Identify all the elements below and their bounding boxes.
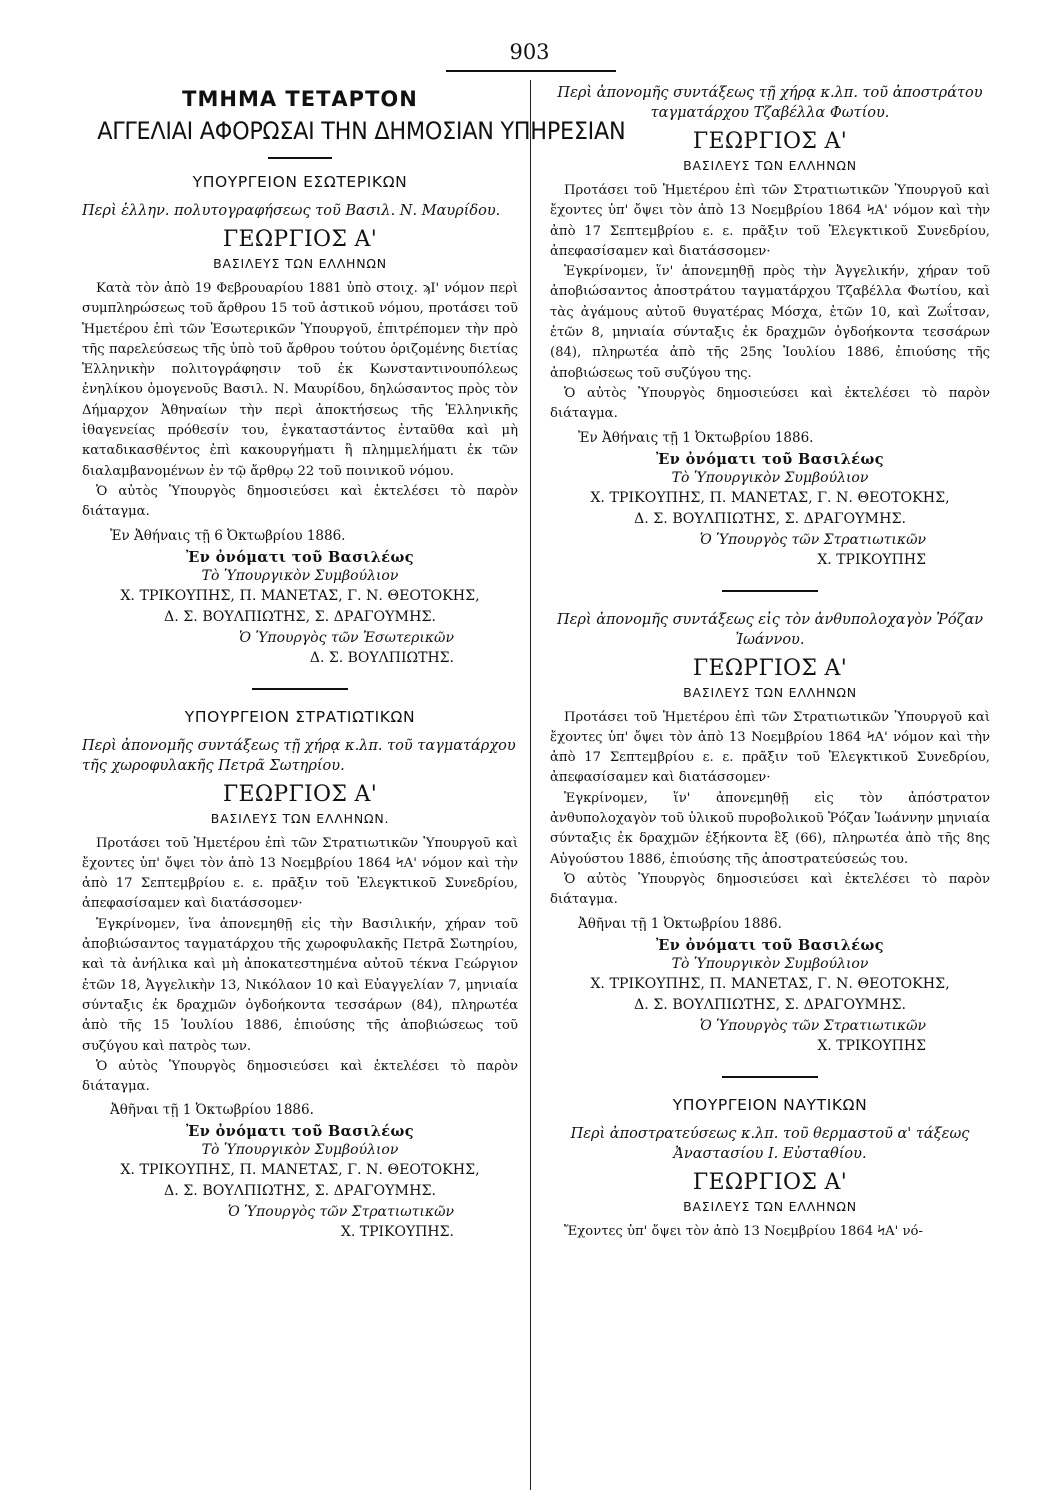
king-name: ΓΕΩΡΓΙΟΣ Α' bbox=[692, 655, 848, 681]
in-name-of-king: Ἐν ὀνόματι τοῦ Βασιλέως bbox=[186, 1123, 414, 1141]
minister-name: Δ. Σ. ΒΟΥΛΠΙΩΤΗΣ. bbox=[309, 649, 454, 666]
separator-rule bbox=[252, 688, 348, 690]
decree-topic: Περὶ ἀποστρατεύσεως κ.λπ. τοῦ θερμαστοῦ α' τάξεως Ἀναστασίου Ι. Εὐσταθίου. bbox=[570, 1125, 970, 1162]
signatories-line-1: Χ. ΤΡΙΚΟΥΠΗΣ, Π. ΜΑΝΕΤΑΣ, Γ. Ν. ΘΕΟΤΟΚΗΣ, bbox=[590, 975, 950, 992]
signatories-line-2: Δ. Σ. ΒΟΥΛΠΙΩΤΗΣ, Σ. ΔΡΑΓΟΥΜΗΣ. bbox=[634, 510, 906, 527]
right-column bbox=[550, 83, 990, 1242]
decree-date: Ἐν Ἀθήναις τῇ 1 Ὀκτωβρίου 1886. bbox=[578, 429, 814, 446]
decree-topic: Περὶ ἀπονομῆς συντάξεως τῇ χήρᾳ κ.λπ. τοῦ ἀποστράτου ταγματάρχου Τζαβέλλα Φωτίου. bbox=[557, 85, 983, 121]
decree-paragraph: Ὁ αὐτὸς Ὑπουργὸς δημοσιεύσει καὶ ἐκτελέσει τὸ παρὸν διάταγμα. bbox=[82, 483, 518, 520]
minister-title: Ὁ Ὑπουργὸς τῶν Στρατιωτικῶν bbox=[227, 1204, 454, 1221]
signatories-line-1: Χ. ΤΡΙΚΟΥΠΗΣ, Π. ΜΑΝΕΤΑΣ, Γ. Ν. ΘΕΟΤΟΚΗΣ, bbox=[590, 489, 950, 506]
ministry-heading: ΥΠΟΥΡΓΕΙΟΝ ΝΑΥΤΙΚΩΝ bbox=[672, 1095, 868, 1114]
king-name: ΓΕΩΡΓΙΟΣ Α' bbox=[222, 781, 378, 807]
signatories-line-1: Χ. ΤΡΙΚΟΥΠΗΣ, Π. ΜΑΝΕΤΑΣ, Γ. Ν. ΘΕΟΤΟΚΗΣ, bbox=[120, 1162, 480, 1179]
minister-title: Ὁ Ὑπουργὸς τῶν Στρατιωτικῶν bbox=[699, 1017, 926, 1034]
ministry-heading: ΥΠΟΥΡΓΕΙΟΝ ΕΣΩΤΕΡΙΚΩΝ bbox=[192, 173, 408, 191]
decree-date: Ἀθῆναι τῇ 1 Ὀκτωβρίου 1886. bbox=[110, 1102, 314, 1119]
king-name: ΓΕΩΡΓΙΟΣ Α' bbox=[222, 227, 378, 252]
separator-rule bbox=[722, 1076, 818, 1078]
king-title: ΒΑΣΙΛΕΥΣ ΤΩΝ ΕΛΛΗΝΩΝ bbox=[683, 158, 857, 173]
signatories-line-1: Χ. ΤΡΙΚΟΥΠΗΣ, Π. ΜΑΝΕΤΑΣ, Γ. Ν. ΘΕΟΤΟΚΗΣ, bbox=[120, 587, 480, 604]
minister-signature bbox=[82, 1202, 518, 1242]
decree-body bbox=[550, 708, 990, 911]
decree-paragraph: Ἐγκρίνομεν, ἵνα ἀπονεμηθῇ εἰς τὴν Βασιλικήν, χήραν τοῦ ἀποβιώσαντος ταγματάρχου τῆς χωροφυλακῆς Πετρᾶ Σωτηρίου, καὶ τὰ ἀνήλικα καὶ μὴ ἀποκατεστημένα αὐτοῦ τέκνα Γεώργιον ἐτῶν 18, Ἀγγελικὴν 13, Νικόλαον 10 καὶ Εὐαγγελίαν 7, μηνιαία σύνταξις ἐκ δραχμῶν ὀγδοήκοντα τεσσάρων (84), πληρωτέα ἀπὸ τῆς 15 Ἰουλίου 1886, ἐπιούσης τῆς ἀποβιώσεως τοῦ συζύγου καὶ πατρὸς των. bbox=[82, 916, 518, 1054]
minister-title: Ὁ Ὑπουργὸς τῶν Στρατιωτικῶν bbox=[699, 531, 926, 548]
king-name: ΓΕΩΡΓΙΟΣ Α' bbox=[692, 129, 848, 154]
decree-naturalization bbox=[82, 173, 518, 668]
council-title: Τὸ Ὑπουργικὸν Συμβούλιον bbox=[671, 469, 869, 486]
decree-paragraph: Ὁ αὐτὸς Ὑπουργὸς δημοσιεύσει καὶ ἐκτελέσει τὸ παρὸν διάταγμα. bbox=[550, 385, 990, 422]
decree-date: Ἀθῆναι τῇ 1 Ὀκτωβρίου 1886. bbox=[578, 915, 782, 932]
minister-name: Χ. ΤΡΙΚΟΥΠΗΣ bbox=[817, 1037, 926, 1054]
minister-name: Χ. ΤΡΙΚΟΥΠΗΣ bbox=[817, 551, 926, 568]
council-title: Τὸ Ὑπουργικὸν Συμβούλιον bbox=[201, 567, 399, 584]
decree-paragraph: Ὁ αὐτὸς Ὑπουργὸς δημοσιεύσει καὶ ἐκτελέσει τὸ παρὸν διάταγμα. bbox=[82, 1058, 518, 1095]
section-banner: ΑΓΓΕΛΙΑΙ ΑΦΟΡΩΣΑΙ ΤΗΝ ΔΗΜΟΣΙΑΝ ΥΠΗΡΕΣΙΑΝ bbox=[97, 117, 626, 145]
king-title: ΒΑΣΙΛΕΥΣ ΤΩΝ ΕΛΛΗΝΩΝ bbox=[683, 1198, 857, 1214]
minister-signature bbox=[550, 530, 990, 570]
in-name-of-king: Ἐν ὀνόματι τοῦ Βασιλέως bbox=[656, 450, 884, 468]
king-title: ΒΑΣΙΛΕΥΣ ΤΩΝ ΕΛΛΗΝΩΝ bbox=[683, 684, 857, 700]
signatories-line-2: Δ. Σ. ΒΟΥΛΠΙΩΤΗΣ, Σ. ΔΡΑΓΟΥΜΗΣ. bbox=[164, 1183, 436, 1200]
decree-paragraph: Ὁ αὐτὸς Ὑπουργὸς δημοσιεύσει καὶ ἐκτελέσει τὸ παρὸν διάταγμα. bbox=[550, 871, 990, 908]
in-name-of-king: Ἐν ὀνόματι τοῦ Βασιλέως bbox=[656, 936, 884, 954]
decree-body bbox=[82, 834, 518, 1098]
page-number: 903 bbox=[509, 40, 550, 64]
minister-signature bbox=[550, 1016, 990, 1056]
decree-pension-tzavella bbox=[550, 83, 990, 570]
council-title: Τὸ Ὑπουργικὸν Συμβούλιον bbox=[671, 955, 869, 972]
decree-paragraph: Ἐγκρίνομεν, ἵν' ἀπονεμηθῇ πρὸς τὴν Ἀγγελικήν, χήραν τοῦ ἀποβιώσαντος ἀποστράτου ταγματάρχου Τζαβέλλα Φωτίου, καὶ τὰς ἀγάμους αὐτοῦ θυγατέρας Μόσχα, ἐτῶν 10, καὶ Ζωΐτσαν, ἐτῶν 8, μηνιαία σύνταξις ἐκ δραχμῶν ὀγδοήκοντα τεσσάρων (84), πληρωτέα ἀπὸ τῆς 25ης Ἰουλίου 1886, ἐπιούσης τῆς ἀποβιώσεως τοῦ συζύγου της. bbox=[550, 264, 990, 381]
decree-pension-sotiriou bbox=[82, 708, 518, 1243]
decree-body bbox=[550, 181, 990, 425]
decree-paragraph: Προτάσει τοῦ Ἡμετέρου ἐπὶ τῶν Στρατιωτικῶν Ὑπουργοῦ καὶ ἔχοντες ὑπ' ὄψει τὸν ἀπὸ 13 Νοεμβρίου 1864 ϞΑ' νόμον καὶ τὴν ἀπὸ 17 Σεπτεμβρίου ε. ε. πρᾶξιν τοῦ Ἐλεγκτικοῦ Συνεδρίου, ἀπεφασίσαμεν καὶ διατάσσομεν· bbox=[550, 183, 990, 259]
decree-paragraph: Ἔχοντες ὑπ' ὄψει τὸν ἀπὸ 13 Νοεμβρίου 1864 ϞΑ' νό- bbox=[564, 1223, 923, 1239]
minister-signature bbox=[82, 628, 518, 668]
section-title: ΤΜΗΜΑ ΤΕΤΑΡΤΟΝ bbox=[182, 87, 418, 111]
header-rule bbox=[446, 70, 616, 72]
minister-name: Χ. ΤΡΙΚΟΥΠΗΣ. bbox=[340, 1224, 454, 1241]
decree-pension-rozas bbox=[550, 610, 990, 1056]
minister-title: Ὁ Ὑπουργὸς τῶν Ἐσωτερικῶν bbox=[239, 629, 454, 646]
ministry-heading: ΥΠΟΥΡΓΕΙΟΝ ΣΤΡΑΤΙΩΤΙΚΩΝ bbox=[184, 707, 416, 726]
separator-rule bbox=[722, 590, 818, 592]
signatories-line-2: Δ. Σ. ΒΟΥΛΠΙΩΤΗΣ, Σ. ΔΡΑΓΟΥΜΗΣ. bbox=[634, 996, 906, 1013]
decree-paragraph: Κατὰ τὸν ἀπὸ 19 Φεβρουαρίου 1881 ὑπὸ στοιχ. ϡΙ' νόμον περὶ συμπληρώσεως τοῦ ἄρθρου 15 τοῦ ἀστικοῦ νόμου, προτάσει τοῦ Ἡμετέρου ἐπὶ τῶν Ἐσωτερικῶν Ὑπουργοῦ, ἐπιτρέπομεν τὴν πρὸ τῆς παρελεύσεως τῆς ὑπὸ τοῦ ἄρθρου τούτου ὁριζομένης διετίας Ἑλληνικὴν πολιτογράφησιν τοῦ ἐκ Κωνσταντινουπόλεως ἐνηλίκου ὁμογενοῦς Βασιλ. Ν. Μαυρίδου, δηλώσαντος πρὸς τὸν Δήμαρχον Ἀθηναίων τὴν περὶ ἀποκτήσεως τῆς Ἑλληνικῆς ἰθαγενείας πρόθεσίν του, ἐγκαταστάντος ἐνταῦθα καὶ μὴ καταδικασθέντος ἐπὶ κακουργήματι ἢ πλημμελήματι ἐκ τῶν διαλαμβανομένων ἐν τῷ ἄρθρῳ 22 τοῦ ποινικοῦ νόμου. bbox=[82, 281, 518, 479]
decree-topic: Περὶ ἑλλην. πολυτογραφήσεως τοῦ Βασιλ. Ν. Μαυρίδου. bbox=[82, 203, 501, 219]
decree-paragraph: Προτάσει τοῦ Ἡμετέρου ἐπὶ τῶν Στρατιωτικῶν Ὑπουργοῦ καὶ ἔχοντες ὑπ' ὄψει τὸν ἀπὸ 13 Νοεμβρίου 1864 ϞΑ' νόμον καὶ τὴν ἀπὸ 17 Σεπτεμβρίου ε. ε. πρᾶξιν τοῦ Ἐλεγκτικοῦ Συνεδρίου, ἀπεφασίσαμεν καὶ διατάσσομεν· bbox=[82, 835, 518, 912]
decree-naval-retirement bbox=[550, 1096, 990, 1242]
banner-rule bbox=[268, 157, 332, 159]
decree-body bbox=[82, 279, 518, 523]
decree-topic: Περὶ ἀπονομῆς συντάξεως τῇ χήρᾳ κ.λπ. τοῦ ταγματάρχου τῆς χωροφυλακῆς Πετρᾶ Σωτηρίου. bbox=[82, 737, 516, 774]
king-name: ΓΕΩΡΓΙΟΣ Α' bbox=[692, 1169, 848, 1195]
king-title: ΒΑΣΙΛΕΥΣ ΤΩΝ ΕΛΛΗΝΩΝ bbox=[213, 256, 387, 271]
signatories-line-2: Δ. Σ. ΒΟΥΛΠΙΩΤΗΣ, Σ. ΔΡΑΓΟΥΜΗΣ. bbox=[164, 608, 436, 625]
left-column bbox=[82, 83, 626, 1242]
decree-topic: Περὶ ἀπονομῆς συντάξεως εἰς τὸν ἀνθυπολοχαγὸν Ῥόζαν Ἰωάννου. bbox=[556, 611, 984, 648]
council-title: Τὸ Ὑπουργικὸν Συμβούλιον bbox=[201, 1142, 399, 1159]
in-name-of-king: Ἐν ὀνόματι τοῦ Βασιλέως bbox=[186, 548, 414, 566]
king-title: ΒΑΣΙΛΕΥΣ ΤΩΝ ΕΛΛΗΝΩΝ. bbox=[210, 810, 390, 826]
decree-paragraph: Ἐγκρίνομεν, ἵν' ἀπονεμηθῇ εἰς τὸν ἀπόστρατον ἀνθυπολοχαγὸν τοῦ ὑλικοῦ πυροβολικοῦ Ῥόζαν Ἰωάννην μηνιαία σύνταξις ἐκ δραχμῶν ἑξήκοντα ἓξ (66), πληρωτέα ἀπὸ τῆς 8ης Αὐγούστου 1886, ἐπιούσης τῆς ἀποστρατεύσεώς του. bbox=[550, 790, 990, 867]
decree-date: Ἐν Ἀθήναις τῇ 6 Ὀκτωβρίου 1886. bbox=[110, 527, 346, 544]
decree-paragraph: Προτάσει τοῦ Ἡμετέρου ἐπὶ τῶν Στρατιωτικῶν Ὑπουργοῦ καὶ ἔχοντες ὑπ' ὄψει τὸν ἀπὸ 13 Νοεμβρίου 1864 ϞΑ' νόμον καὶ τὴν ἀπὸ 17 Σεπτεμβρίου ε. ε. πρᾶξιν τοῦ Ἐλεγκτικοῦ Συνεδρίου, ἀπεφασίσαμεν καὶ διατάσσομεν· bbox=[550, 709, 990, 786]
column-divider bbox=[530, 80, 531, 1490]
decree-body bbox=[550, 1222, 990, 1242]
